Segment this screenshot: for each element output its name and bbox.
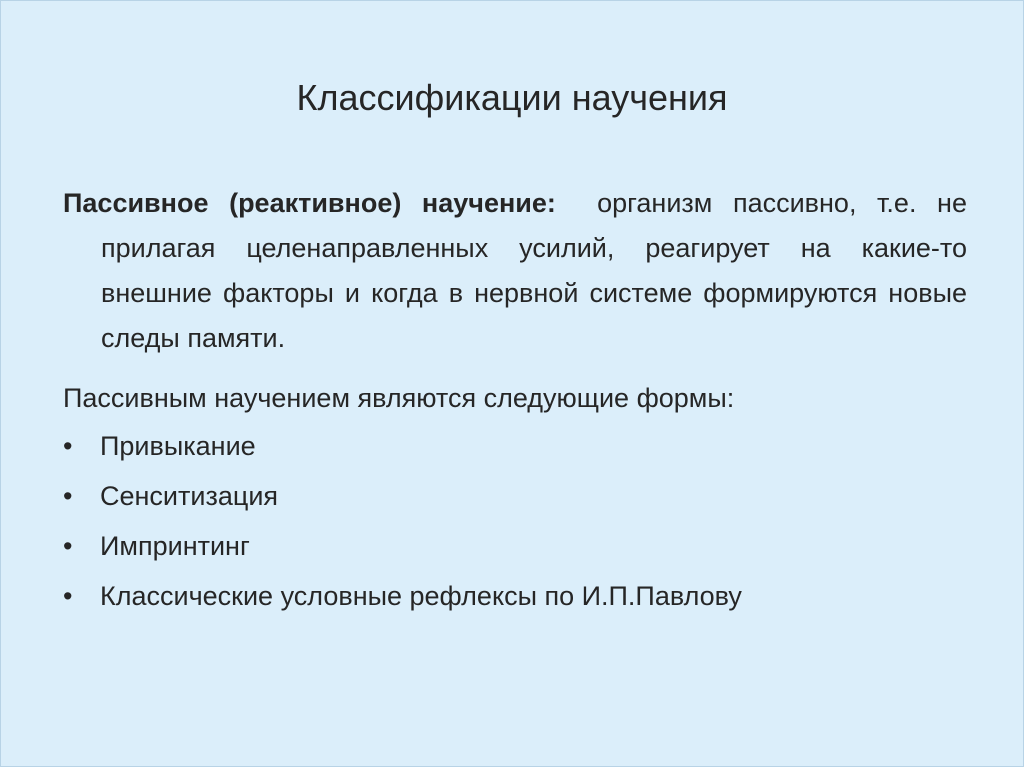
definition-paragraph [63, 181, 967, 361]
bullet-icon: • [63, 531, 73, 561]
slide-title: Классификации научения [296, 77, 728, 118]
list-item [63, 571, 967, 621]
bullet-icon: • [63, 581, 73, 611]
list-item-label: Импринтинг [100, 531, 250, 561]
list-item-label: Привыкание [100, 431, 256, 461]
definition-term: Пассивное (реактивное) научение: [63, 188, 556, 218]
forms-lead: Пассивным научением являются следующие формы: [63, 383, 735, 413]
list-item [63, 521, 967, 571]
definition-text: организм пассивно, т.е. не прилагая целенаправленных усилий, реагирует на какие-то внешние факторы и когда в нервной системе формируются новые следы памяти. [101, 188, 967, 353]
bullet-icon: • [63, 431, 73, 461]
list-item-label: Классические условные рефлексы по И.П.Павлову [100, 581, 742, 611]
slide-content [63, 181, 967, 621]
bullet-icon: • [63, 481, 73, 511]
list-item [63, 421, 967, 471]
list-item [63, 471, 967, 521]
forms-list [63, 421, 967, 621]
list-item-label: Сенситизация [100, 481, 279, 511]
